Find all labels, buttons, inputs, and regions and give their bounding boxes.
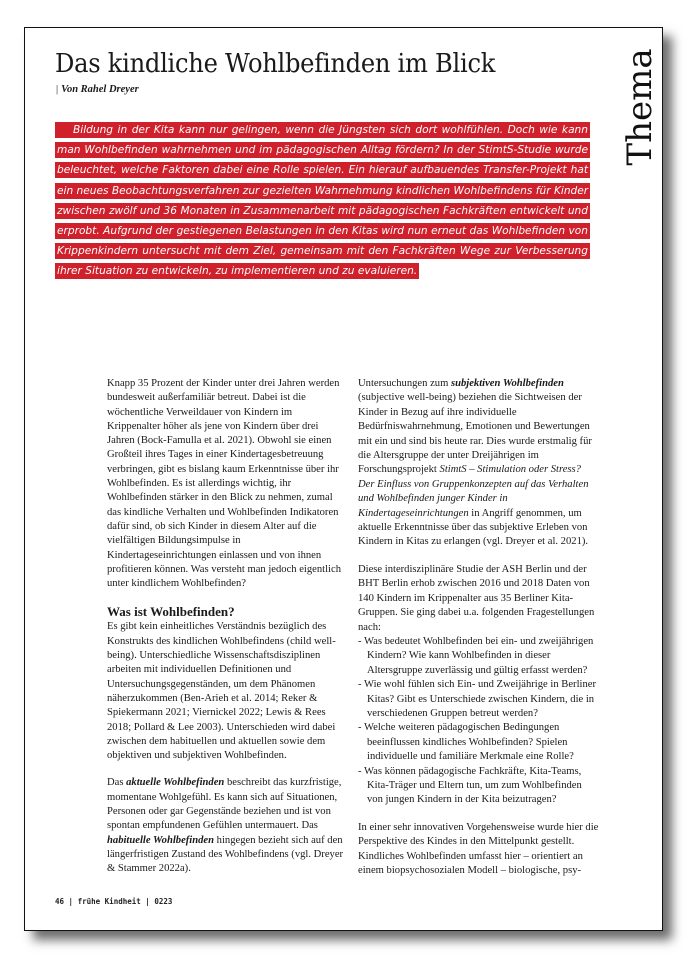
term-habituelle: habituelle Wohlbefinden — [107, 834, 215, 846]
byline-bar: | — [56, 84, 59, 95]
list-item: - Welche weiteren pädagogischen Bedingungen beeinflussen kindliches Wohlbefinden? Spielen individuelle und familiäre Merkmale eine Rolle? — [358, 721, 600, 764]
lead-paragraph — [55, 120, 590, 282]
right-column — [358, 377, 600, 891]
subjective-paragraph — [358, 377, 600, 550]
section-label — [620, 34, 660, 179]
list-item: - Was können pädagogische Fachkräfte, Kita-Teams, Kita-Träger und Eltern tun, um zum Wohlbefinden von jungen Kindern in der Kita beizutragen? — [358, 765, 600, 808]
left-column — [107, 377, 345, 890]
lead-highlight — [55, 122, 590, 279]
text-run: hingegen bezieht sich auf den längerfristigen Zustand des Wohlbefindens (vgl. Dreyer & Stammer 2022a). — [107, 834, 344, 875]
project-title: StimtS – Stimulation oder Stress? Der Einfluss von Gruppenkonzepten auf das Verhalten und Wohlbefinden junger Kinder in Kindertageseinrichtungen — [358, 464, 589, 519]
magazine-page — [24, 27, 663, 931]
list-item: - Wie wohl fühlen sich Ein- und Zweijährige in Berliner Kitas? Gibt es Unterschiede zwischen Kindern, die in verschiedenen Gruppen betreut werden? — [358, 678, 600, 721]
term-aktuelle: aktuelle Wohlbefinden — [126, 777, 225, 789]
definition-paragraph: Es gibt kein einheitliches Verständnis bezüglich des Konstrukts des kindlichen Wohlbefindens (child well-being). Unterschiedliche Wissenschaftsdisziplinen arbeiten mit individuellen Definitionen und Untersuchungsgegenständen, um dem Phänomen näherzukommen (Ben-Arieh et al. 2014; Reker & Spiekermann 2021; Viernickel 2022; Lewis & Rees 2018; Pollard & Lee 2003). Unterschieden wird dabei zwischen dem habituellen und aktuellen sowie dem objektiven und subjektiven Wohlbefinden. — [107, 621, 336, 762]
section-label-text: Thema — [620, 47, 660, 166]
current-wellbeing-paragraph — [107, 776, 345, 876]
text-run: Das — [107, 777, 127, 789]
text-run: in Angriff genommen, um aktuelle Erkenntnisse über das subjektive Erleben von Kindern in Kitas zu erlangen (vgl. Dreyer et al. 2021). — [358, 507, 589, 548]
study-paragraph: Diese interdisziplinäre Studie der ASH Berlin und der BHT Berlin erhob zwischen 2016 und 2018 Daten von 140 Kindern im Krippenalter aus 35 Berliner Kita-Gruppen. Sie ging dabei u.a. folgenden Fragestellungen nach: — [358, 563, 595, 633]
section-heading: Was ist Wohlbefinden? — [107, 604, 235, 620]
text-run: beschreibt das kurzfristige, momentane Wohlgefühl. Es kann sich auf Situationen, Personen oder gar Gegenstände beziehen und ist von spontan empfundenen Gefühlen untermauert. Das — [107, 777, 342, 832]
article-title: Das kindliche Wohlbefinden im Blick — [55, 49, 496, 79]
research-questions-list — [358, 635, 600, 808]
text-run: Untersuchungen zum — [358, 378, 451, 389]
term-subjektiv: subjektiven Wohlbefinden — [450, 378, 564, 389]
intro-paragraph: Knapp 35 Prozent der Kinder unter drei Jahren werden bundesweit außerfamiliär betreut. Dabei ist die wöchentliche Verweildauer von Kindern im Krippenalter höher als jene von Kindern über drei Jahren (Bock-Famulla et al. 2021). Obwohl sie einen Großteil ihres Tages in einer Kindertagesbetreuung verbringen, gibt es bislang kaum Erkenntnisse über ihr Wohlbefinden. Es ist allerdings wichtig, ihr Wohlbefinden stärker in den Blick zu nehmen, zumal das kindliche Verhalten und Wohlbefinden Indikatoren dafür sind, ob sich Kinder in diesem Alter auf die vielfältigen Bildungsimpulse in Kindertageseinrichtungen einlassen und von ihnen profitieren können. Was versteht man jedoch eigentlich unter kindlichem Wohlbefinden? — [107, 378, 341, 590]
author-name: Von Rahel Dreyer — [61, 84, 139, 95]
list-item: - Was bedeutet Wohlbefinden bei ein- und zweijährigen Kindern? Wie kann Wohlbefinden in dieser Altersgruppe zuverlässig und gültig erfasst werden? — [358, 635, 600, 678]
page-footer: 46 | frühe Kindheit | 0223 — [55, 897, 173, 906]
byline — [56, 84, 139, 95]
text-run: (subjective well-being) beziehen die Sichtweisen der Kinder in Bezug auf ihre individuelle Bedürfniswahrnehmung, Emotionen und Bewertungen mit ein und sind bis heute rar. Dies wurde erstmalig für die Altersgruppe der unter Dreijährigen im Forschungsprojekt — [358, 392, 592, 476]
lead-text: Bildung in der Kita kann nur gelingen, wenn die Jüngsten sich dort wohlfühlen. Doch wie kann man Wohlbefinden wahrnehmen und im pädagogischen Alltag fördern? In der StimtS-Studie wurde beleuchtet, welche Faktoren dabei eine Rolle spielen. Ein hierauf aufbauendes Transfer-Projekt hat ein neues Beobachtungsverfahren zur gezielten Wahrnehmung kindlichen Wohlbefindens für Kinder zwischen zwölf und 36 Monaten in Zusammenarbeit mit pädagogischen Fachkräften entwickelt und erprobt. Aufgrund der gestiegenen Belastungen in den Kitas wird nun erneut das Wohlbefinden von Krippenkindern untersucht mit dem Ziel, gemeinsam mit den Fachkräften Wege zur Verbesserung ihrer Situation zu entwickeln, zu implementieren und zu evaluieren. — [57, 124, 589, 278]
innovative-paragraph: In einer sehr innovativen Vorgehensweise wurde hier die Perspektive des Kindes in den Mittelpunkt gestellt. Kindliches Wohlbefinden umfasst hier – orientiert an einem biopsychosozialen Modell – biologische, psy- — [358, 821, 599, 876]
